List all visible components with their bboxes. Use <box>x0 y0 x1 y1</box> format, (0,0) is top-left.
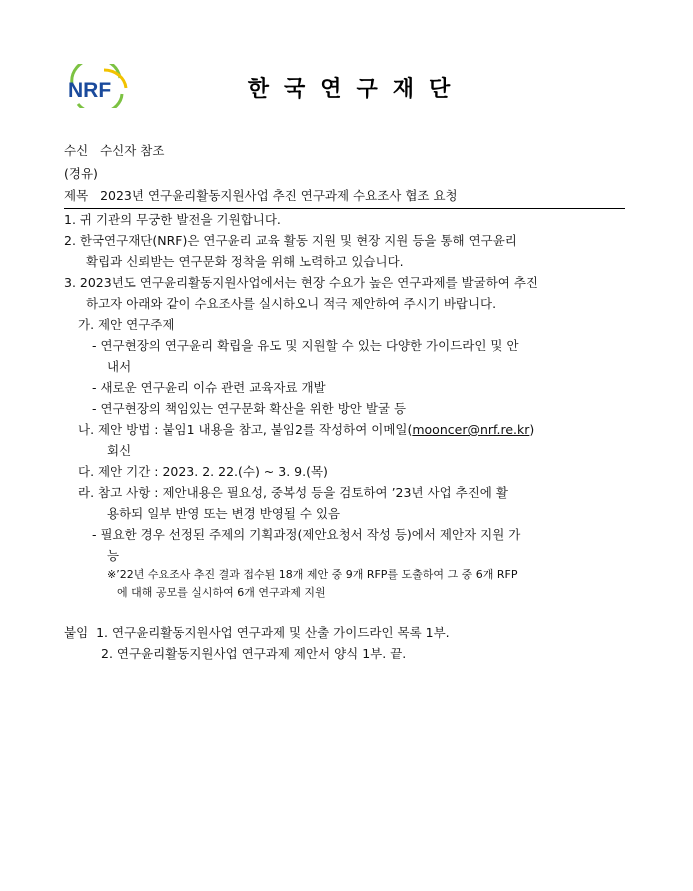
paragraph-2-line-1: 2. 한국연구재단(NRF)은 연구윤리 교육 활동 지원 및 현장 지원 등을 통해 연구윤리 <box>64 233 517 248</box>
item-ra-bullet-1-line-2: 능 <box>107 548 120 563</box>
paragraph-3-line-1: 3. 2023년도 연구윤리활동지원사업에서는 현장 수요가 높은 연구과제를 발굴하여 추진 <box>64 275 539 290</box>
note-line-2: 에 대해 공모를 실시하여 6개 연구과제 지원 <box>117 586 326 599</box>
item-ga-bullet-1-line-2: 내서 <box>107 359 132 374</box>
contact-email-link[interactable]: mooncer@nrf.re.kr <box>412 422 530 437</box>
item-na-text: 나. 제안 방법 : 붙임1 내용을 참고, 붙임2를 작성하여 이메일( <box>78 422 413 437</box>
item-ra-line-1: 라. 참고 사항 : 제안내용은 필요성, 중복성 등을 검토하여 ’23년 사업 추진에 활 <box>78 485 508 500</box>
item-na-line-1 <box>78 421 534 439</box>
item-da: 다. 제안 기간 : 2023. 2. 22.(수) ~ 3. 9.(목) <box>78 464 328 479</box>
item-ra-bullet-1-line-1: - 필요한 경우 선정된 주제의 기획과정(제안요청서 작성 등)에서 제안자 지원 가 <box>92 527 521 542</box>
subject-value: 2023년 연구윤리활동지원사업 추진 연구과제 수요조사 협조 요청 <box>100 188 458 203</box>
note-line-1: ※’22년 수요조사 추진 결과 접수된 18개 제안 중 9개 RFP를 도출하여 그 중 6개 RFP <box>107 568 518 581</box>
attachment-label: 붙임 <box>64 625 89 640</box>
paragraph-3-line-2: 하고자 아래와 같이 수요조사를 실시하오니 적극 제안하여 주시기 바랍니다. <box>86 296 497 311</box>
subject-divider <box>64 208 625 209</box>
item-ga: 가. 제안 연구주제 <box>78 317 175 332</box>
org-title: 한국연구재단 <box>247 77 466 102</box>
item-na-close: ) <box>529 422 535 437</box>
attachment-1-row <box>64 624 450 642</box>
item-ga-bullet-2: - 새로운 연구윤리 이슈 관련 교육자료 개발 <box>92 380 326 395</box>
recipient-value: 수신자 참조 <box>100 143 165 158</box>
item-na-line-2: 회신 <box>107 443 132 458</box>
item-ra-line-2: 용하되 일부 반영 또는 변경 반영될 수 있음 <box>107 506 341 521</box>
recipient-label: 수신 <box>64 143 89 158</box>
logo-text: NRF <box>68 79 112 102</box>
attachment-2: 2. 연구윤리활동지원사업 연구과제 제안서 양식 1부. 끝. <box>101 646 407 661</box>
via-row: (경유) <box>64 166 98 181</box>
item-ga-bullet-1-line-1: - 연구현장의 연구윤리 확립을 유도 및 지원할 수 있는 다양한 가이드라인 및 안 <box>92 338 519 353</box>
attachment-1: 1. 연구윤리활동지원사업 연구과제 및 산출 가이드라인 목록 1부. <box>96 625 450 640</box>
item-ga-bullet-3: - 연구현장의 책임있는 연구문화 확산을 위한 방안 발굴 등 <box>92 401 407 416</box>
paragraph-1: 1. 귀 기관의 무궁한 발전을 기원합니다. <box>64 212 281 227</box>
paragraph-2-line-2: 확립과 신뢰받는 연구문화 정착을 위해 노력하고 있습니다. <box>86 254 404 269</box>
subject-row <box>64 187 458 205</box>
recipient-row <box>64 142 164 160</box>
subject-label: 제목 <box>64 188 89 203</box>
